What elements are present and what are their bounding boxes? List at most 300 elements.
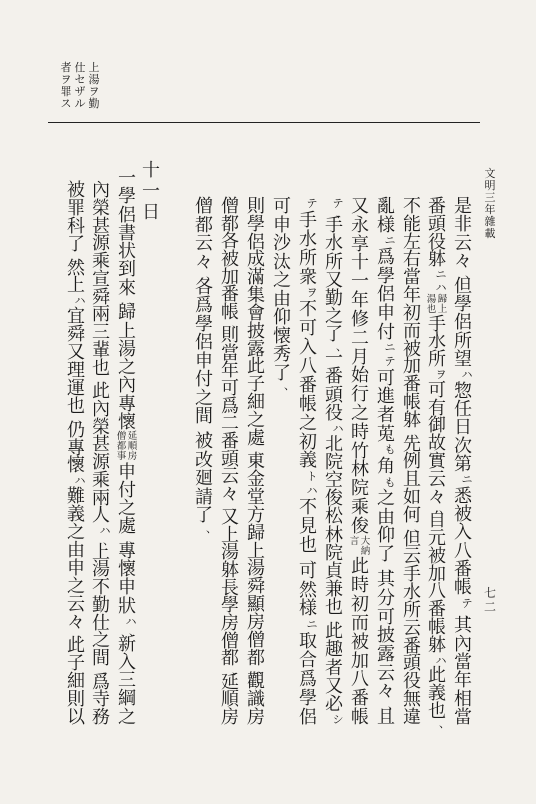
glyph: 延 [221, 671, 239, 693]
glyph: 左 [403, 231, 421, 253]
glyph: 々 [195, 251, 213, 273]
glyph: 不 [299, 299, 317, 321]
glyph: 明 [484, 179, 496, 192]
glyph: 成 [247, 249, 265, 271]
glyph: 內 [118, 375, 136, 397]
glyph: 、 [232, 663, 243, 677]
glyph: 秀 [273, 344, 291, 365]
glyph: 加 [403, 356, 421, 378]
note-stack [361, 537, 371, 557]
glyph: 了 [273, 362, 291, 384]
glyph: 番 [221, 430, 239, 452]
glyph: 之 [195, 387, 213, 409]
glyph: 僧 [195, 196, 213, 217]
glyph: 上 [221, 524, 239, 546]
glyph: 也 [92, 357, 110, 379]
glyph: 罪 [60, 85, 72, 98]
glyph: 則 [221, 325, 239, 347]
glyph: 付 [118, 479, 136, 501]
glyph: 帳 [454, 577, 472, 599]
glyph: 頭 [428, 213, 446, 235]
glyph: 行 [351, 384, 369, 406]
glyph: 年 [221, 360, 239, 382]
glyph: 順 [127, 441, 138, 453]
glyph: 、 [414, 425, 425, 439]
glyph: 舜 [67, 324, 85, 346]
margin-note-line-3 [59, 62, 73, 109]
glyph: 集 [247, 285, 265, 307]
glyph: 、 [258, 663, 269, 677]
glyph: ハ [306, 484, 318, 498]
glyph: 、 [414, 520, 425, 534]
inline-note [117, 432, 138, 462]
glyph: 被 [195, 431, 213, 452]
glyph: 次 [454, 435, 472, 457]
glyph: 專 [118, 393, 136, 415]
glyph: 湯 [118, 338, 136, 360]
glyph: 而 [351, 612, 369, 634]
glyph: 學 [377, 265, 395, 287]
glyph: 然 [67, 257, 85, 279]
glyph: 請 [195, 486, 213, 508]
glyph: 松 [325, 506, 343, 528]
glyph: 理 [67, 359, 85, 381]
running-head [483, 168, 497, 239]
inline-note [427, 295, 448, 315]
glyph: 所 [403, 599, 421, 621]
text-column-13 [115, 170, 139, 726]
glyph: 上 [118, 320, 136, 342]
glyph: ニ [384, 341, 396, 355]
glyph: 間 [92, 648, 110, 669]
glyph: 之 [118, 498, 136, 520]
glyph: 番 [454, 558, 472, 580]
glyph: 、 [336, 613, 347, 627]
glyph: 湯 [247, 558, 265, 580]
glyph: 此 [247, 356, 265, 378]
glyph: 是 [454, 196, 472, 217]
text-column-07 [296, 198, 320, 726]
glyph: 懐 [273, 325, 291, 347]
glyph: 、 [103, 663, 114, 677]
note-stack [350, 537, 360, 557]
glyph: 湯 [88, 73, 100, 86]
margin-note-line-1 [87, 62, 101, 109]
glyph: 水 [299, 228, 317, 250]
glyph: ハ [435, 653, 447, 667]
glyph: 様 [377, 214, 395, 236]
glyph: 也 [428, 700, 446, 722]
glyph: 如 [403, 487, 421, 509]
glyph: 當 [454, 651, 472, 673]
glyph: 都 [221, 213, 239, 235]
glyph: 兩 [92, 487, 110, 509]
glyph: 爲 [195, 295, 213, 316]
glyph: 年 [454, 670, 472, 692]
glyph: 入 [118, 651, 136, 673]
glyph: 番 [325, 366, 343, 388]
glyph: 實 [428, 450, 446, 472]
glyph: 進 [377, 386, 395, 408]
glyph: 僧 [221, 196, 239, 217]
glyph: 侶 [299, 706, 317, 728]
glyph: 細 [247, 392, 265, 414]
glyph: 言 [349, 535, 360, 547]
glyph: 乘 [92, 469, 110, 491]
glyph: 汰 [273, 251, 291, 273]
glyph: 爲 [377, 246, 395, 268]
glyph: 先 [403, 433, 421, 455]
glyph: 爲 [221, 395, 239, 417]
glyph: 房 [221, 706, 239, 728]
glyph: 義 [299, 450, 317, 472]
glyph: 々 [67, 611, 85, 633]
glyph: 則 [247, 196, 265, 217]
glyph: 々 [377, 681, 395, 703]
glyph: 御 [428, 415, 446, 437]
glyph: 之 [92, 630, 110, 652]
inline-note [350, 537, 371, 557]
glyph: シ [332, 712, 344, 726]
glyph: 金 [247, 469, 265, 491]
glyph: 不 [92, 577, 110, 598]
glyph: 必 [325, 693, 343, 715]
glyph: 番 [403, 374, 421, 396]
glyph: 者 [377, 404, 395, 426]
glyph: 、 [439, 502, 450, 516]
glyph: 躰 [403, 409, 421, 431]
glyph: ニ [461, 473, 473, 487]
glyph: ス [60, 97, 72, 110]
glyph: 非 [454, 214, 472, 236]
glyph: 一 [118, 168, 136, 189]
glyph: 申 [377, 302, 395, 324]
glyph: 々 [454, 250, 472, 272]
glyph: 務 [92, 707, 110, 728]
text-column-10 [218, 198, 242, 726]
glyph: 番 [428, 196, 446, 217]
glyph: 三 [92, 322, 110, 343]
glyph: 三 [484, 191, 496, 204]
glyph: 違 [403, 706, 421, 728]
glyph: 者 [60, 61, 72, 74]
glyph: 之 [67, 575, 85, 597]
glyph: 所 [428, 349, 446, 371]
text-column-04 [374, 198, 398, 726]
glyph: 年 [403, 285, 421, 307]
glyph: 仰 [273, 307, 291, 328]
glyph: 云 [221, 466, 239, 488]
glyph: 宜 [67, 306, 85, 328]
glyph: 仕 [92, 612, 110, 634]
glyph: 竹 [351, 440, 369, 462]
glyph: 廻 [195, 468, 213, 489]
glyph: テ [384, 354, 396, 368]
glyph: 、 [206, 268, 217, 281]
glyph: 水 [325, 233, 343, 255]
glyph: ニ [384, 234, 396, 248]
glyph: 々 [428, 486, 446, 508]
glyph: 了 [67, 233, 85, 255]
glyph: 々 [221, 483, 239, 505]
glyph: 由 [377, 506, 395, 528]
glyph: 狀 [118, 595, 136, 617]
glyph: 合 [299, 650, 317, 672]
glyph: 、 [78, 249, 89, 263]
glyph: 頭 [325, 384, 343, 406]
glyph: 日 [454, 417, 472, 439]
glyph: 識 [247, 689, 265, 711]
note-stack [117, 432, 127, 462]
glyph: 歸 [247, 522, 265, 544]
glyph: 頭 [221, 448, 239, 470]
glyph: 書 [118, 222, 136, 244]
glyph: 了 [195, 505, 213, 526]
glyph: 役 [325, 402, 343, 424]
glyph: 手 [428, 313, 446, 335]
glyph: 上 [88, 61, 100, 74]
glyph: 都 [247, 647, 265, 669]
glyph: 云 [377, 662, 395, 684]
glyph: 可 [428, 379, 446, 401]
glyph: 所 [299, 247, 317, 269]
glyph: 此 [67, 635, 85, 657]
glyph: 様 [299, 598, 317, 620]
glyph: 頭 [403, 653, 421, 675]
glyph: 云 [195, 233, 213, 254]
glyph: 舜 [92, 286, 110, 308]
glyph: 貞 [325, 560, 343, 582]
glyph: 、 [103, 533, 114, 547]
glyph: 各 [221, 231, 239, 253]
glyph: 不 [403, 196, 421, 217]
glyph: 帳 [403, 392, 421, 414]
glyph: 湯 [221, 542, 239, 564]
glyph: 又 [351, 196, 369, 217]
glyph: 年 [351, 290, 369, 312]
glyph: ニ [435, 268, 447, 282]
glyph: テ [461, 596, 473, 610]
glyph: 修 [351, 308, 369, 330]
glyph: 此 [428, 665, 446, 687]
glyph: 僧 [221, 630, 239, 652]
glyph: 露 [247, 338, 265, 360]
glyph: 躰 [221, 560, 239, 582]
glyph: 侶 [195, 332, 213, 353]
glyph: 又 [67, 342, 85, 364]
glyph: 間 [195, 406, 213, 427]
glyph: ヲ [306, 286, 318, 300]
glyph: 處 [247, 427, 265, 449]
glyph: 侶 [247, 231, 265, 253]
glyph: 任 [454, 398, 472, 420]
text-column-01 [451, 198, 475, 726]
glyph: 綱 [118, 688, 136, 710]
glyph: 且 [377, 706, 395, 728]
glyph: 十 [351, 252, 369, 274]
glyph: ル [74, 97, 86, 110]
glyph: 運 [67, 377, 85, 399]
glyph: ニ [306, 618, 318, 632]
glyph: 云 [403, 617, 421, 639]
glyph: 七 [483, 586, 496, 600]
glyph: 堂 [247, 487, 265, 509]
glyph: 來 [118, 277, 136, 299]
glyph: 帳 [221, 301, 239, 323]
text-column-06 [322, 198, 346, 726]
glyph: 榮 [92, 197, 110, 219]
glyph: 兩 [92, 304, 110, 326]
glyph: ハ [461, 368, 473, 382]
glyph: 乘 [351, 497, 369, 518]
note-stack [427, 295, 437, 315]
glyph: 故 [428, 433, 446, 455]
glyph: 上 [67, 275, 85, 297]
glyph: 時 [351, 575, 369, 597]
glyph: 爲 [299, 669, 317, 691]
glyph: 由 [273, 288, 291, 310]
glyph: ヲ [60, 73, 72, 86]
glyph: 懷 [118, 559, 136, 581]
glyph: 勤 [325, 287, 343, 309]
glyph: 申 [118, 461, 136, 483]
glyph: セ [74, 73, 86, 86]
glyph: 林 [325, 524, 343, 546]
glyph: 則 [67, 689, 85, 711]
glyph: 初 [351, 594, 369, 616]
glyph: 、 [129, 532, 140, 546]
glyph: 被 [428, 545, 446, 567]
glyph: 番 [221, 284, 239, 306]
text-column-11 [192, 196, 217, 535]
glyph: 了 [377, 544, 395, 566]
glyph: 之 [67, 522, 85, 544]
glyph: 帳 [428, 616, 446, 638]
text-column-05 [348, 198, 372, 726]
glyph: 此 [92, 381, 110, 402]
glyph: ト [306, 470, 318, 484]
glyph: 侶 [118, 204, 136, 226]
glyph: 、 [206, 422, 217, 436]
glyph: 寺 [92, 689, 110, 711]
glyph: 例 [403, 451, 421, 473]
glyph: 義 [428, 683, 446, 705]
glyph: ハ [332, 421, 344, 435]
glyph: 始 [351, 365, 369, 387]
glyph: 披 [377, 625, 395, 647]
note-stack [128, 432, 138, 462]
glyph: 云 [454, 232, 472, 254]
glyph: ザ [74, 85, 86, 98]
glyph: 云 [67, 593, 85, 615]
glyph: 悉 [454, 485, 472, 507]
glyph: 者 [325, 657, 343, 679]
glyph: 八 [454, 540, 472, 562]
glyph: 手 [325, 215, 343, 237]
glyph: 學 [299, 687, 317, 709]
glyph: 歸 [118, 302, 136, 324]
glyph: テ [306, 197, 318, 210]
glyph: 顯 [247, 594, 265, 616]
glyph: 義 [67, 504, 85, 526]
note-stack [438, 295, 448, 315]
glyph: 申 [67, 557, 85, 579]
glyph: 二 [221, 413, 239, 435]
glyph: 何 [403, 504, 421, 526]
glyph: 房 [247, 706, 265, 728]
glyph: 、 [439, 716, 450, 730]
glyph: 加 [351, 650, 369, 672]
glyph: 水 [428, 331, 446, 353]
glyph: 可 [299, 560, 317, 582]
glyph: 源 [92, 233, 110, 255]
glyph: 八 [351, 669, 369, 691]
glyph: 俊 [351, 515, 369, 537]
glyph: 初 [403, 302, 421, 324]
glyph: 被 [454, 503, 472, 525]
glyph: 被 [351, 631, 369, 653]
glyph: 申 [195, 350, 213, 372]
glyph: 乘 [92, 251, 110, 272]
glyph: ハ [125, 615, 137, 629]
glyph: 、 [78, 627, 89, 641]
glyph: 僧 [247, 629, 265, 651]
glyph: 見 [299, 516, 317, 538]
glyph: 分 [377, 588, 395, 610]
glyph: 右 [403, 249, 421, 271]
glyph: 、 [336, 207, 347, 221]
glyph: 歸 [437, 293, 448, 305]
glyph: 但 [454, 275, 472, 297]
glyph: 露 [377, 644, 395, 666]
glyph: 被 [67, 180, 85, 201]
glyph: 上 [247, 540, 265, 562]
glyph: 學 [195, 313, 213, 335]
glyph: 滿 [247, 267, 265, 289]
glyph: 云 [403, 546, 421, 568]
glyph: 又 [325, 675, 343, 697]
glyph: 躰 [428, 249, 446, 271]
glyph: 、 [129, 293, 140, 307]
glyph: 、 [388, 560, 399, 574]
glyph: 內 [454, 633, 472, 655]
glyph: 甚 [92, 215, 110, 237]
glyph: 永 [351, 214, 369, 236]
glyph: 侶 [454, 312, 472, 334]
glyph: 子 [247, 374, 265, 396]
glyph: 趣 [325, 639, 343, 661]
glyph: 觀 [247, 671, 265, 693]
glyph: 被 [221, 248, 239, 270]
glyph: 載 [484, 227, 496, 240]
glyph: 院 [325, 452, 343, 473]
header-rule [48, 122, 480, 123]
glyph: 其 [454, 615, 472, 637]
glyph: 事 [116, 451, 127, 463]
glyph: 上 [92, 541, 110, 563]
glyph: 入 [454, 522, 472, 544]
glyph: 望 [454, 348, 472, 370]
glyph: 湯 [426, 293, 437, 305]
glyph: 由 [67, 539, 85, 561]
glyph: 番 [403, 635, 421, 657]
glyph: 兼 [325, 578, 343, 600]
glyph: 第 [454, 453, 472, 475]
glyph: 僧 [116, 431, 127, 443]
glyph: 仕 [74, 61, 86, 74]
date-heading [139, 162, 163, 222]
glyph: 可 [299, 318, 317, 340]
